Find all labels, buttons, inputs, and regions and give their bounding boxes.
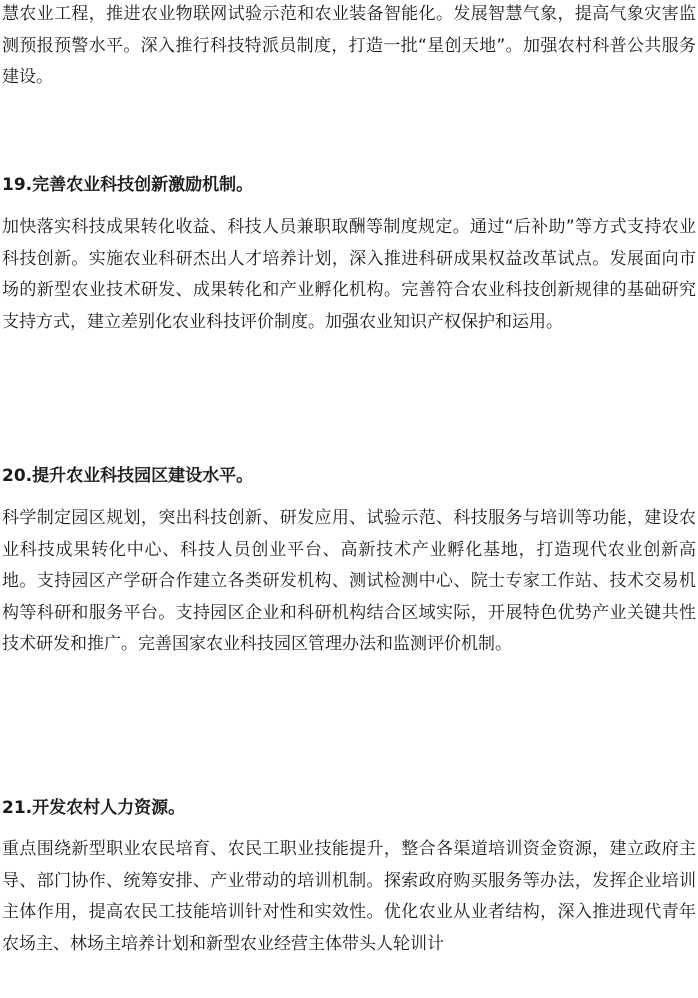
section-21-heading: 21.开发农村人力资源。	[2, 798, 186, 818]
section-20-heading: 20.提升农业科技园区建设水平。	[2, 466, 254, 486]
section-19-paragraph: 加快落实科技成果转化收益、科技人员兼职取酬等制度规定。通过“后补助”等方式支持农业科技创新。实施农业科研杰出人才培养计划，深入推进科研成果权益改革试点。发展面向市场的新型农业技术研发、成果转化和产业孵化机构。完善符合农业科技创新规律的基础研究支持方式，建立差别化农业科技评价制度。加强农业知识产权保护和运用。	[2, 217, 696, 332]
section-21-paragraph: 重点围绕新型职业农民培育、农民工职业技能提升，整合各渠道培训资金资源，建立政府主导、部门协作、统筹安排、产业带动的培训机制。探索政府购买服务等办法，发挥企业培训主体作用，提高农民工技能培训针对性和实效性。优化农业从业者结构，深入推进现代青年农场主、林场主培养计划和新型农业经营主体带头人轮训计	[2, 839, 696, 954]
intro-paragraph: 慧农业工程，推进农业物联网试验示范和农业装备智能化。发展智慧气象，提高气象灾害监测预报预警水平。深入推行科技特派员制度，打造一批“星创天地”。加强农村科普公共服务建设。	[2, 4, 696, 87]
section-19-heading: 19.完善农业科技创新激励机制。	[2, 175, 254, 195]
section-20-paragraph: 科学制定园区规划，突出科技创新、研发应用、试验示范、科技服务与培训等功能，建设农业科技成果转化中心、科技人员创业平台、高新技术产业孵化基地，打造现代农业创新高地。支持园区产学研合作建立各类研发机构、测试检测中心、院士专家工作站、技术交易机构等科研和服务平台。支持园区企业和科研机构结合区域实际，开展特色优势产业关键共性技术研发和推广。完善国家农业科技园区管理办法和监测评价机制。	[2, 508, 696, 654]
